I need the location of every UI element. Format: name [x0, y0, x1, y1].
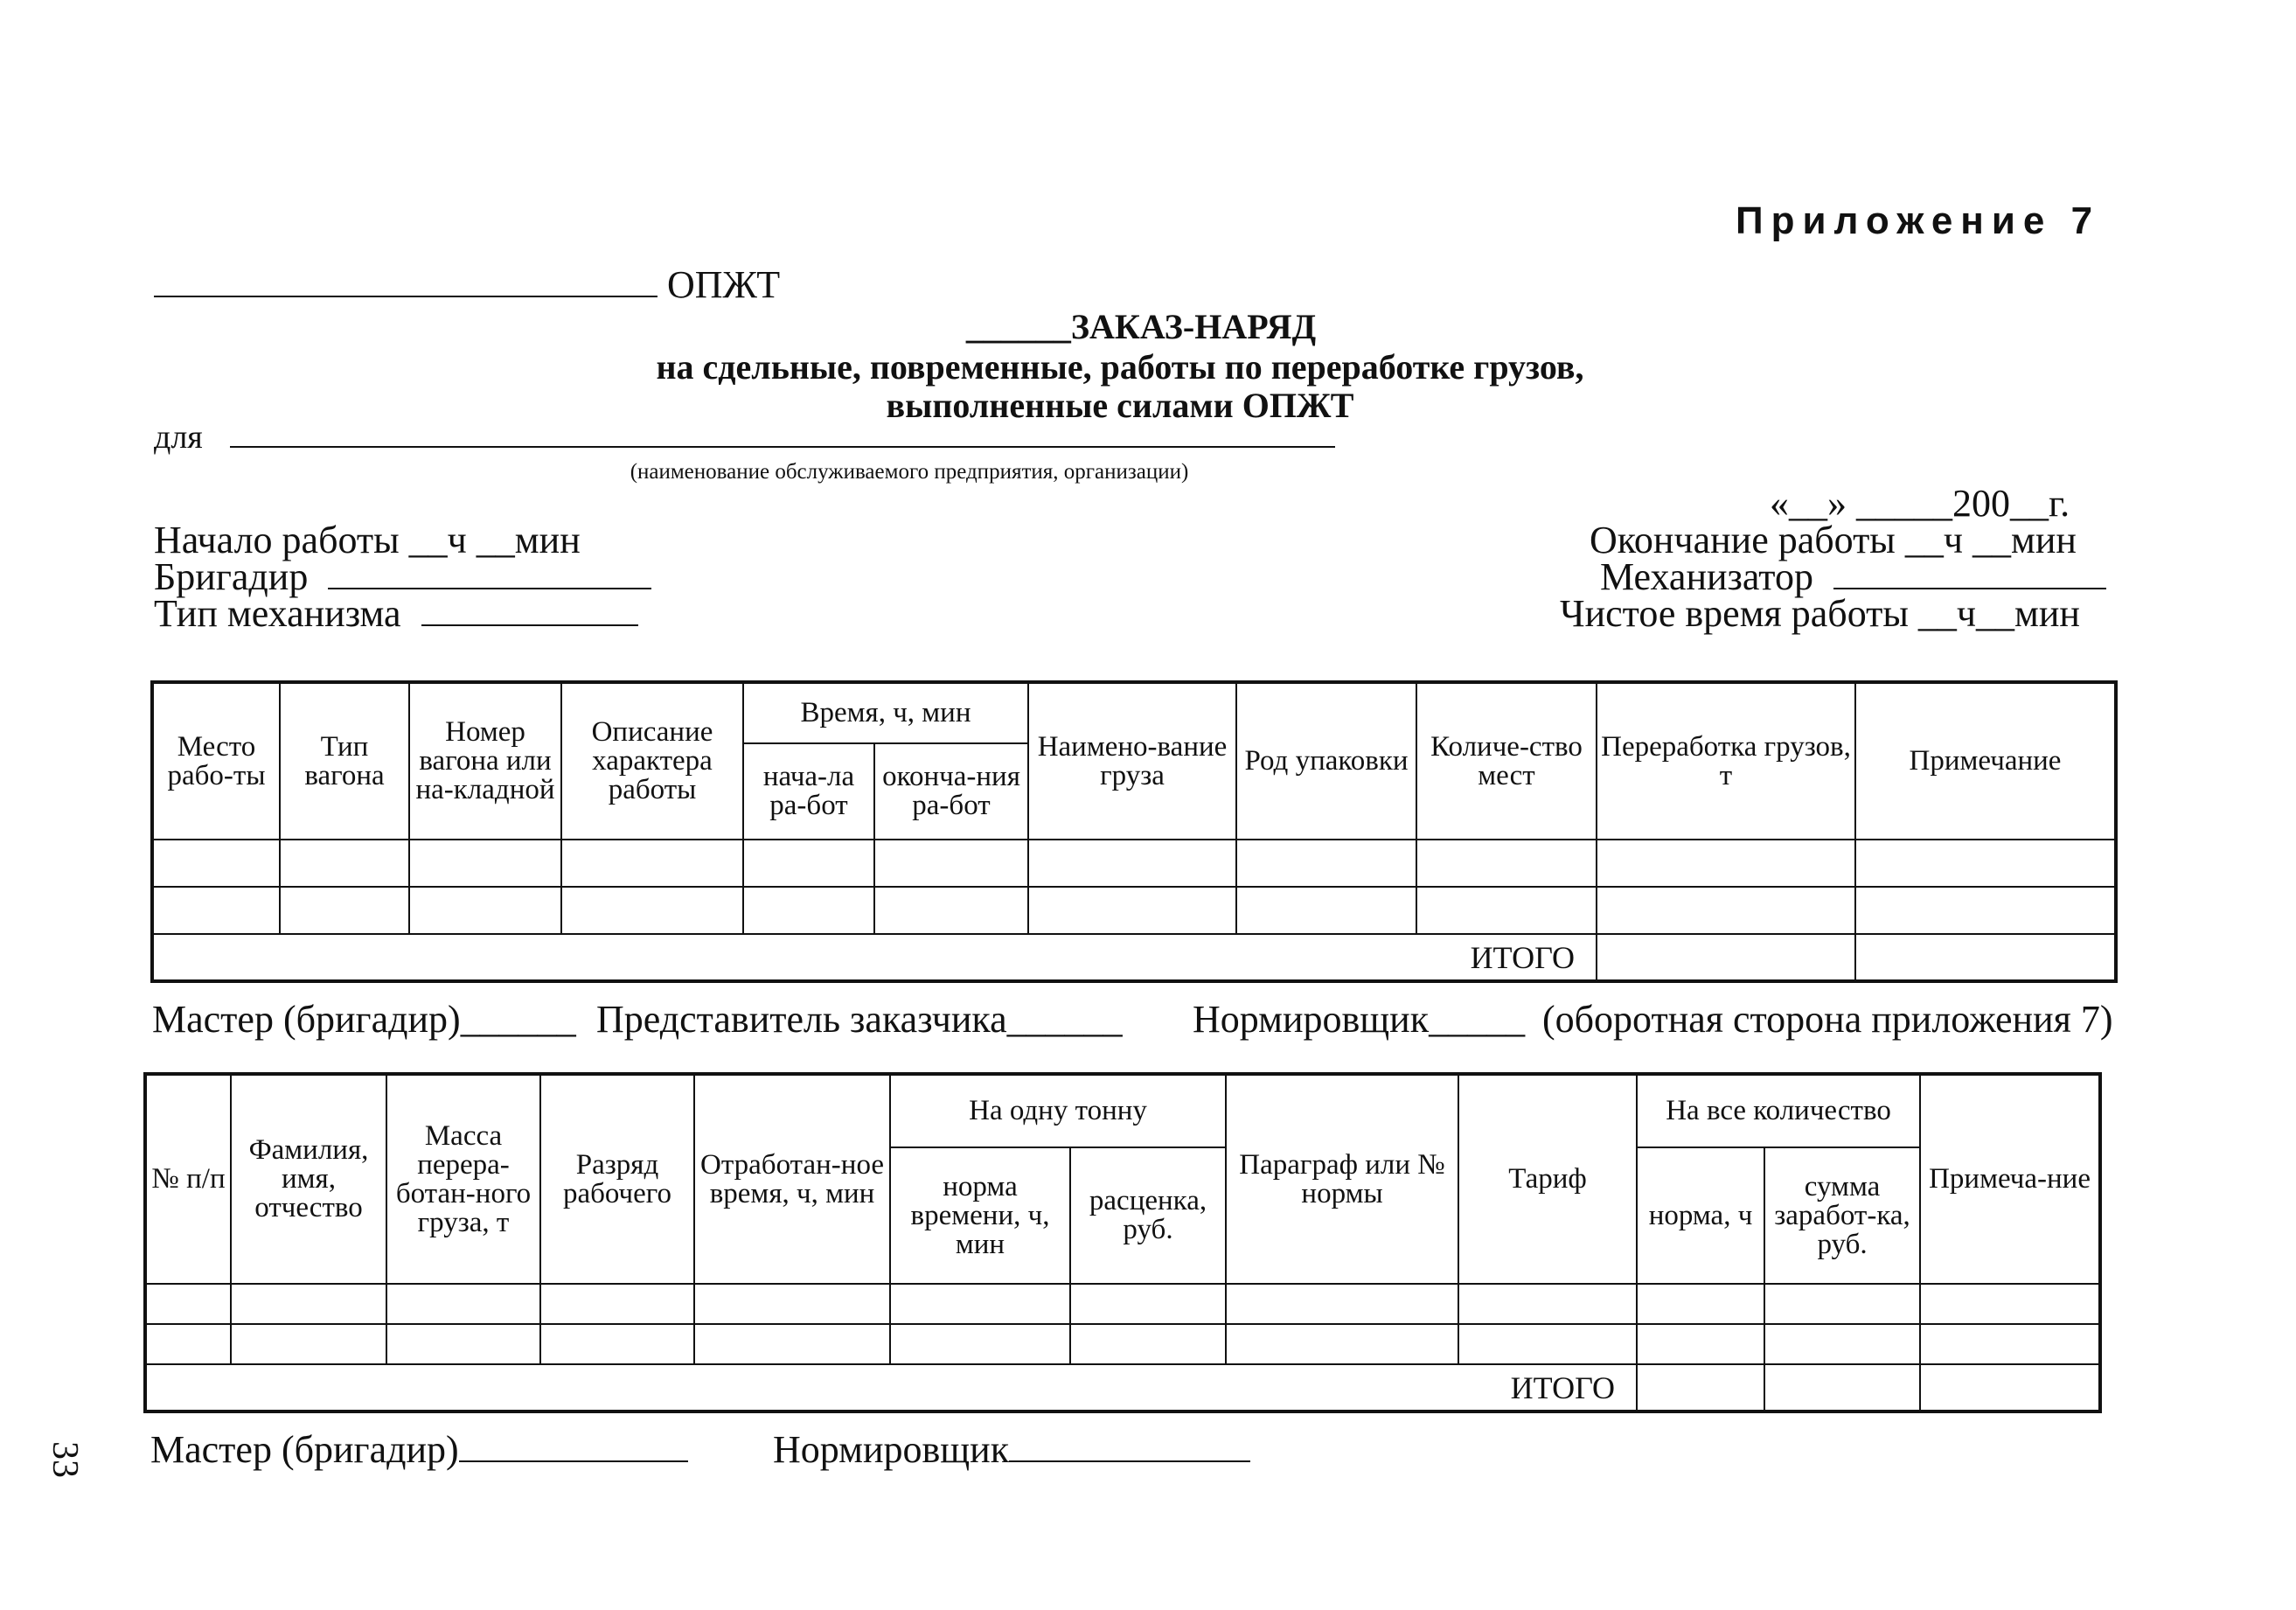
- document-subtitle-2: выполненные силами ОПЖТ: [886, 386, 1354, 425]
- total-label: ИТОГО: [152, 934, 1597, 981]
- mechanism-type-blank[interactable]: [421, 624, 638, 626]
- total-label: ИТОГО: [145, 1364, 1637, 1411]
- for-label: для: [154, 419, 203, 456]
- mechanism-type-field: [154, 591, 638, 636]
- net-time-field[interactable]: Чистое время работы __ч__мин: [1560, 592, 2080, 635]
- col-count: Количе-ство мест: [1416, 682, 1597, 840]
- normer-signature-2: [773, 1427, 1250, 1472]
- col-processing: Переработка грузов, т: [1597, 682, 1855, 840]
- work-order-table: [150, 680, 2118, 983]
- table-row: [145, 1284, 2100, 1324]
- col-wagon-type: Тип вагона: [280, 682, 409, 840]
- col-place: Место рабо-ты: [152, 682, 280, 840]
- end-time-field[interactable]: Окончание работы __ч __мин: [1590, 519, 2077, 561]
- col-norm-time: норма времени, ч, мин: [890, 1147, 1070, 1284]
- master-signature-2: [150, 1427, 688, 1472]
- col-packing: Род упаковки: [1236, 682, 1416, 840]
- col-wage: сумма заработ-ка, руб.: [1764, 1147, 1920, 1284]
- master-signature-1[interactable]: Мастер (бригадир)______: [152, 998, 576, 1041]
- col-tariff: Тариф: [1458, 1074, 1637, 1284]
- customer-signature[interactable]: Представитель заказчика______: [596, 998, 1123, 1041]
- col-all-qty-group: На все количество: [1637, 1074, 1920, 1147]
- date-field[interactable]: «__» _____200__г.: [1770, 482, 2070, 525]
- col-num: № п/п: [145, 1074, 231, 1284]
- total-row: [152, 934, 2116, 981]
- table-row: [152, 887, 2116, 934]
- col-time-end: оконча-ния ра-бот: [874, 743, 1028, 840]
- foreman-label: Бригадир: [154, 555, 309, 598]
- mechanic-blank[interactable]: [1833, 587, 2106, 589]
- col-time-group: Время, ч, мин: [743, 682, 1028, 743]
- col-full-name: Фамилия, имя, отчество: [231, 1074, 386, 1284]
- title-text: ЗАКАЗ-НАРЯД: [1070, 307, 1317, 346]
- document-title: [0, 306, 2289, 347]
- col-worked-time: Отработан-ное время, ч, мин: [694, 1074, 890, 1284]
- document-subtitle-1: на сдельные, повременные, работы по переработке грузов,: [656, 347, 1584, 387]
- for-blank[interactable]: [230, 445, 1335, 448]
- annex-label: Приложение 7: [1736, 199, 2101, 242]
- total-note[interactable]: [1920, 1364, 2100, 1411]
- total-wage[interactable]: [1764, 1364, 1920, 1411]
- mechanism-type-label: Тип механизма: [154, 592, 401, 635]
- org-blank[interactable]: [154, 295, 657, 297]
- total-note[interactable]: [1855, 934, 2116, 981]
- master-label: Мастер (бригадир): [150, 1428, 459, 1471]
- col-cargo-name: Наимено-вание груза: [1028, 682, 1236, 840]
- col-note: Примеча-ние: [1920, 1074, 2100, 1284]
- reverse-side-note: (оборотная сторона приложения 7): [1542, 998, 2113, 1041]
- total-row: [145, 1364, 2100, 1411]
- col-work-description: Описание характера работы: [561, 682, 743, 840]
- total-processing[interactable]: [1597, 934, 1855, 981]
- col-wagon-number: Номер вагона или на-кладной: [409, 682, 561, 840]
- col-grade: Разряд рабочего: [540, 1074, 694, 1284]
- page-number: 33: [45, 1441, 85, 1478]
- title-prefix: ______: [965, 307, 1071, 346]
- normer-signature-1[interactable]: Нормировщик_____: [1193, 998, 1526, 1041]
- master-blank[interactable]: [459, 1460, 688, 1462]
- foreman-blank[interactable]: [328, 587, 651, 589]
- total-norm-hours[interactable]: [1637, 1364, 1764, 1411]
- col-mass: Масса перера-ботан-ного груза, т: [386, 1074, 540, 1284]
- org-line: [154, 262, 780, 307]
- for-line: [154, 418, 1335, 457]
- col-paragraph: Параграф или № нормы: [1226, 1074, 1458, 1284]
- col-norm-hours: норма, ч: [1637, 1147, 1764, 1284]
- table-row: [152, 840, 2116, 887]
- org-suffix: ОПЖТ: [667, 263, 781, 306]
- col-per-ton-group: На одну тонну: [890, 1074, 1226, 1147]
- table-row: [145, 1324, 2100, 1364]
- normer-label: Нормировщик: [773, 1428, 1010, 1471]
- workers-table: [143, 1072, 2102, 1413]
- col-note: Примечание: [1855, 682, 2116, 840]
- start-time-field[interactable]: Начало работы __ч __мин: [154, 519, 581, 561]
- col-rate: расценка, руб.: [1070, 1147, 1226, 1284]
- mechanic-label: Механизатор: [1600, 555, 1813, 598]
- normer-blank[interactable]: [1009, 1460, 1250, 1462]
- col-time-start: нача-ла ра-бот: [743, 743, 874, 840]
- for-hint: (наименование обслуживаемого предприятия, организации): [630, 460, 1189, 484]
